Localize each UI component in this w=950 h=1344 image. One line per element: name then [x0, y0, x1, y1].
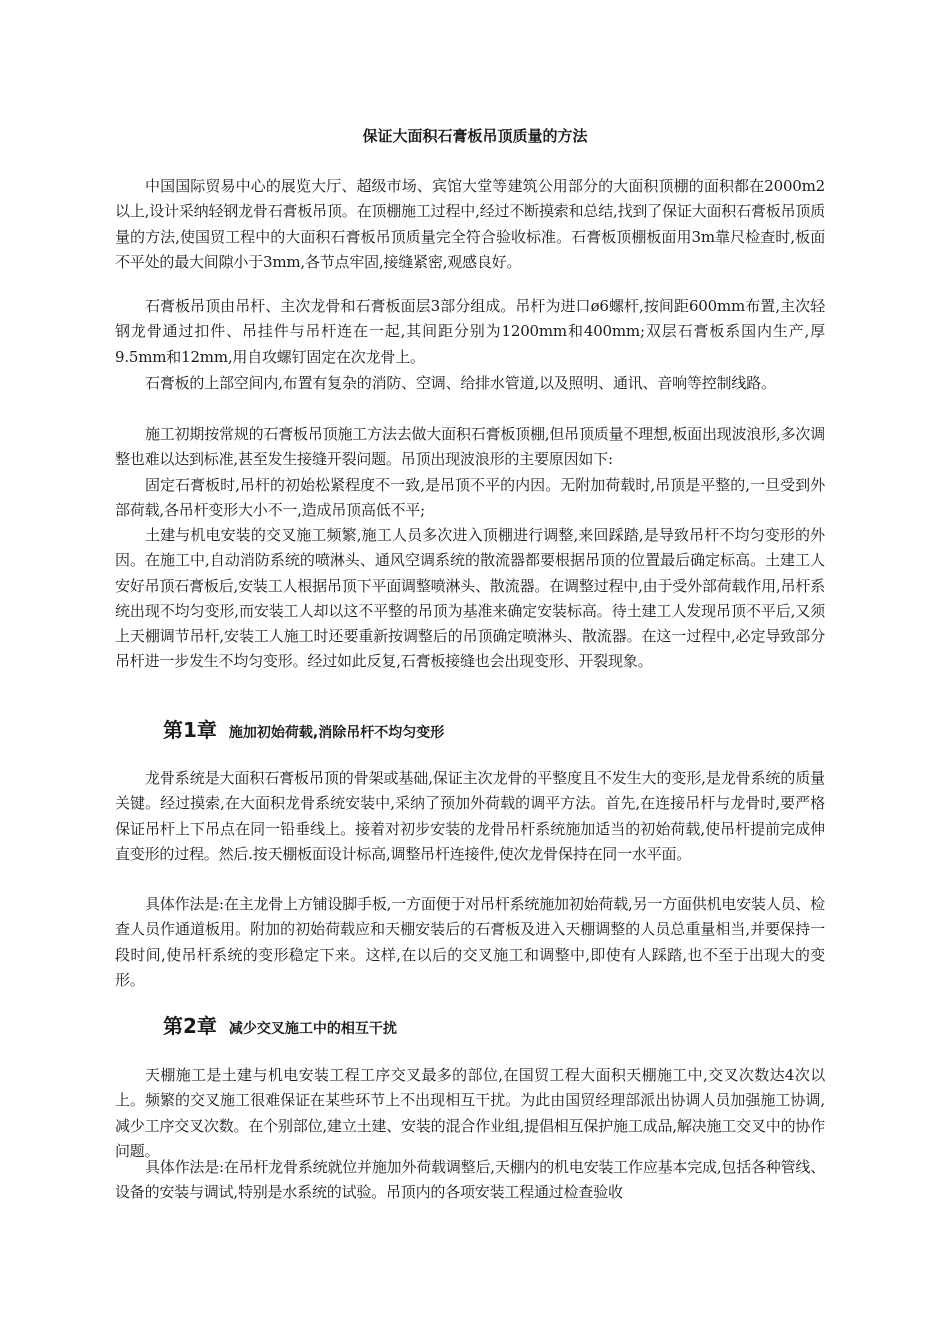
chapter-2-heading — [163, 1012, 397, 1040]
intro-paragraph-3: 石膏板的上部空间内,布置有复杂的消防、空调、给排水管道,以及照明、通讯、音响等控制线路。 — [145, 374, 776, 392]
intro-paragraph-6: 土建与机电安装的交叉施工频繁,施工人员多次进入顶棚进行调整,来回踩踏,是导致吊杆不均匀变形的外因。在施工中,自动消防系统的喷淋头、通风空调系统的散流器都要根据吊顶的位置最后确定标高。土建工人安好吊顶石膏板后,安装工人根据吊顶下平面调整喷淋头、散流器。在调整过程中,由于受外部荷载作用,吊杆系统出现不均匀变形,而安装工人却以这不平整的吊顶为基准来确定安装标高。待土建工人发现吊顶不平后,又须上天棚调节吊杆,安装工人施工时还要重新按调整后的吊顶确定喷淋头、散流器。在这一过程中,必定导致部分吊杆进一步发生不均匀变形。经过如此反复,石膏板接缝也会出现变形、开裂现象。 — [115, 526, 825, 671]
chapter-1-paragraph-1: 龙骨系统是大面积石膏板吊顶的骨架或基础,保证主次龙骨的平整度且不发生大的变形,是龙骨系统的质量关键。经过摸索,在大面积龙骨系统安装中,采纳了预加外荷载的调平方法。首先,在连接吊杆与龙骨时,要严格保证吊杆上下吊点在同一铅垂线上。接着对初步安装的龙骨吊杆系统施加适当的初始荷载,使吊杆提前完成伸直变形的过程。然后.按天棚板面设计标高,调整吊杆连接件,使次龙骨保持在同一水平面。 — [115, 769, 825, 863]
chapter-2-label: 第2章 — [163, 1014, 217, 1038]
document-title: 保证大面积石膏板吊顶质量的方法 — [362, 127, 588, 145]
chapter-1-paragraph-2: 具体作法是:在主龙骨上方铺设脚手板,一方面便于对吊杆系统施加初始荷载,另一方面供机电安装人员、检查人员作通道板用。附加的初始荷载应和天棚安装后的石膏板及进入天棚调整的人员总重量相当,并要保持一段时间,使吊杆系统的变形稳定下来。这样,在以后的交叉施工和调整中,即使有人踩踏,也不至于出现大的变形。 — [115, 895, 825, 989]
chapter-1-heading — [163, 716, 444, 744]
chapter-2-paragraph-1: 天棚施工是土建与机电安装工程工序交叉最多的部位,在国贸工程大面积天棚施工中,交叉次数达4次以上。频繁的交叉施工很难保证在某些环节上不出现相互干扰。为此由国贸经理部派出协调人员加强施工协调,减少工序交叉次数。在个别部位,建立土建、安装的混合作业组,提倡相互保护施工成品,解决施工交叉中的协作问题。 — [115, 1066, 825, 1160]
chapter-2-paragraph-2: 具体作法是:在吊杆龙骨系统就位并施加外荷载调整后,天棚内的机电安装工作应基本完成,包括各种管线、设备的安装与调试,特别是水系统的试验。吊顶内的各项安装工程通过检查验收 — [115, 1158, 825, 1202]
intro-paragraph-1: 中国国际贸易中心的展览大厅、超级市场、宾馆大堂等建筑公用部分的大面积顶棚的面积都在2000m2以上,设计采纳轻钢龙骨石膏板吊顶。在顶棚施工过程中,经过不断摸索和总结,找到了保证大面积石膏板吊顶质量的方法,使国贸工程中的大面积石膏板吊顶质量完全符合验收标准。石膏板顶棚板面用3m靠尺检查时,板面不平处的最大间隙小于3mm,各节点牢固,接缝紧密,观感良好。 — [115, 177, 825, 271]
chapter-1-title: 施加初始荷载,消除吊杆不均匀变形 — [228, 725, 445, 741]
chapter-2-title: 减少交叉施工中的相互干扰 — [228, 1021, 397, 1037]
chapter-1-label: 第1章 — [163, 718, 217, 742]
intro-paragraph-5: 固定石膏板时,吊杆的初始松紧程度不一致,是吊顶不平的内因。无附加荷载时,吊顶是平整的,一旦受到外部荷载,各吊杆变形大小不一,造成吊顶高低不平; — [115, 476, 825, 520]
intro-paragraph-2: 石膏板吊顶由吊杆、主次龙骨和石膏板面层3部分组成。吊杆为进口ø6螺杆,按间距600mm布置,主次轻钢龙骨通过扣件、吊挂件与吊杆连在一起,其间距分别为1200mm和400mm;双层石膏板系国内生产,厚9.5mm和12mm,用自攻螺钉固定在次龙骨上。 — [115, 297, 825, 366]
intro-paragraph-4: 施工初期按常规的石膏板吊顶施工方法去做大面积石膏板顶棚,但吊顶质量不理想,板面出现波浪形,多次调整也难以达到标准,甚至发生接缝开裂问题。吊顶出现波浪形的主要原因如下: — [115, 425, 825, 469]
